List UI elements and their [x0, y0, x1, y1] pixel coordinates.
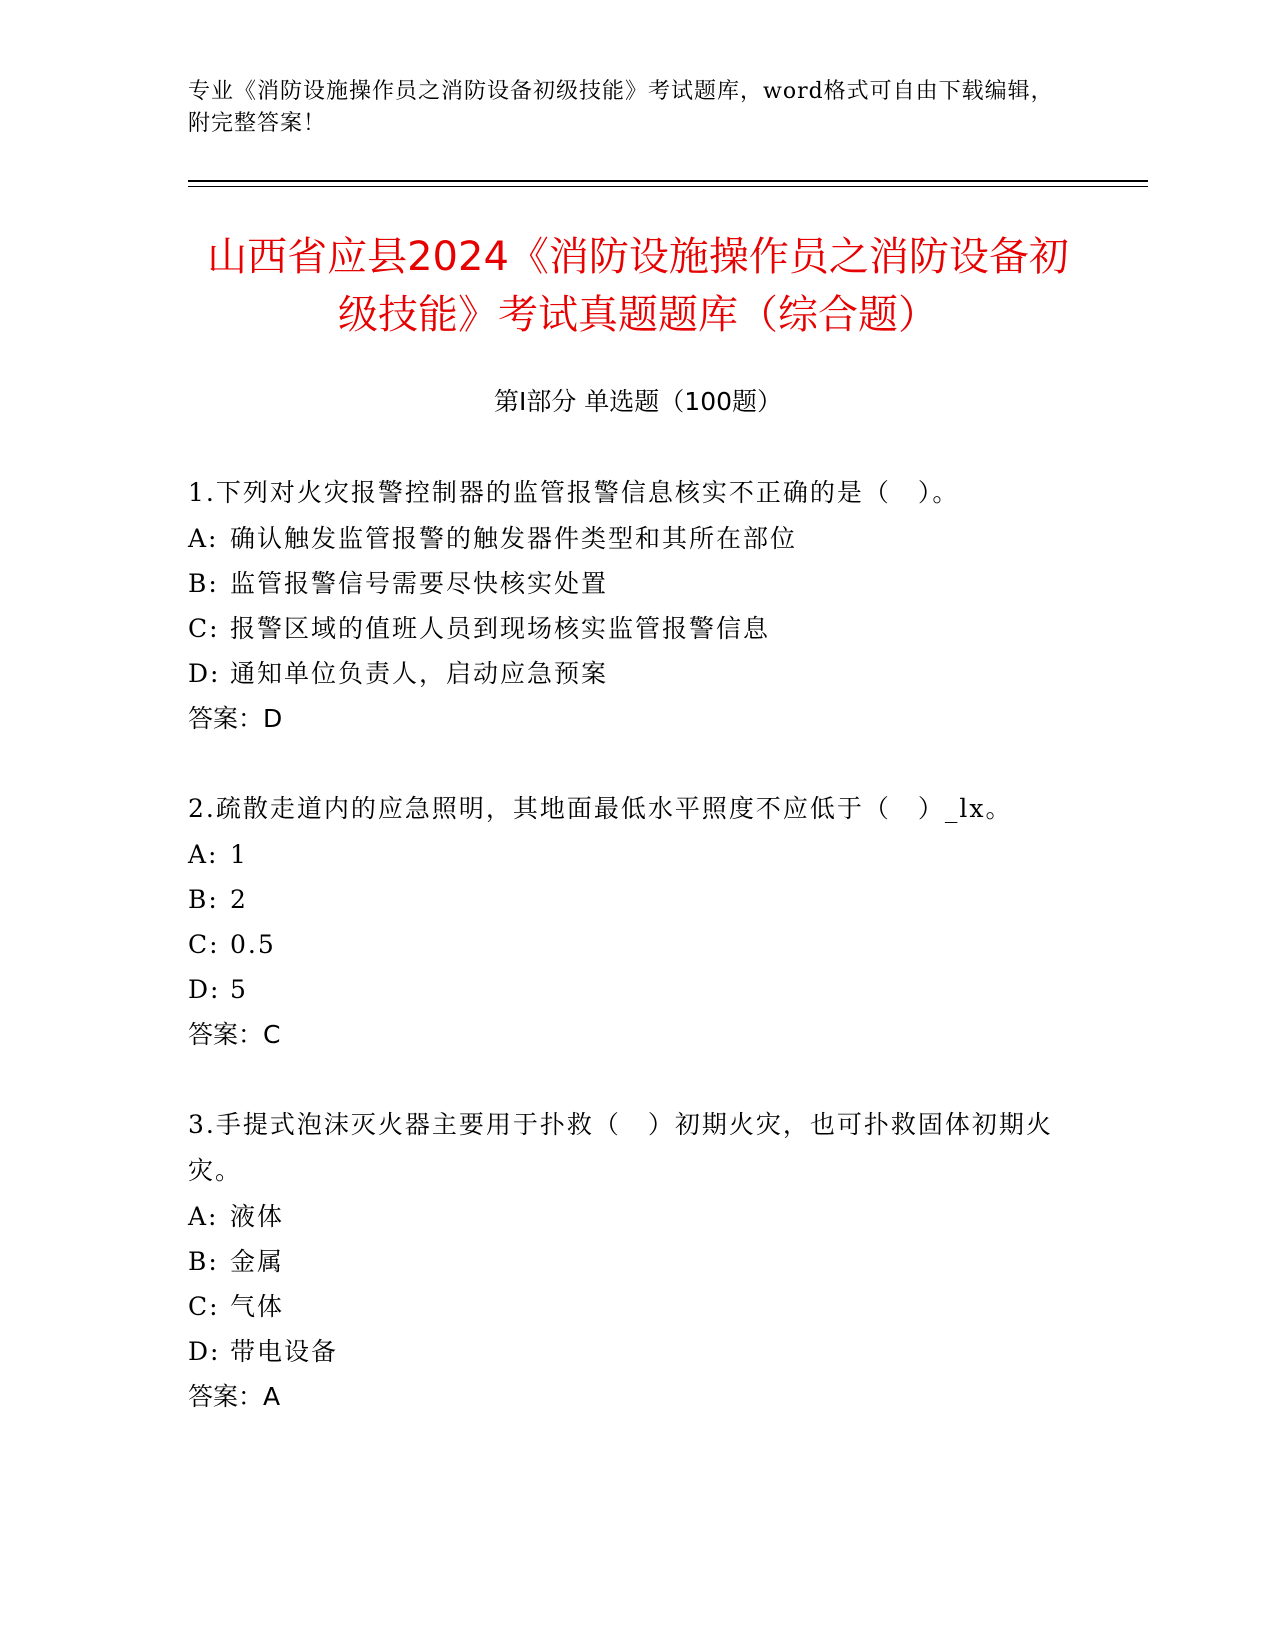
option-text: 1 — [230, 840, 248, 869]
option-key: C: — [188, 930, 220, 959]
option-key: D: — [188, 975, 221, 1004]
option-text: 2 — [230, 885, 248, 914]
option-c — [188, 1284, 1068, 1329]
answer: 答案：D — [188, 704, 283, 733]
option-key: D: — [188, 1337, 221, 1366]
question-stem: 1.下列对火灾报警控制器的监管报警信息核实不正确的是（ ）。 — [188, 478, 960, 507]
option-c — [188, 606, 1068, 651]
question-2 — [188, 786, 1068, 1058]
option-b — [188, 561, 1068, 606]
option-text: 报警区域的值班人员到现场核实监管报警信息 — [230, 614, 771, 643]
option-text: 0.5 — [230, 930, 276, 959]
option-b — [188, 877, 1068, 922]
option-text: 确认触发监管报警的触发器件类型和其所在部位 — [230, 524, 798, 553]
question-1 — [188, 470, 1068, 742]
option-text: 气体 — [230, 1292, 285, 1321]
option-text: 液体 — [230, 1202, 285, 1231]
option-key: A: — [188, 840, 219, 869]
option-d — [188, 967, 1068, 1012]
option-key: B: — [188, 1247, 219, 1276]
option-key: B: — [188, 885, 219, 914]
option-d — [188, 651, 1068, 696]
option-key: A: — [188, 524, 219, 553]
header-rule-thin — [188, 186, 1148, 187]
answer: 答案：C — [188, 1020, 281, 1049]
header-rule-thick — [188, 180, 1148, 182]
option-key: C: — [188, 614, 220, 643]
option-text: 金属 — [230, 1247, 285, 1276]
answer: 答案：A — [188, 1382, 281, 1411]
option-text: 带电设备 — [230, 1337, 339, 1366]
option-key: A: — [188, 1202, 219, 1231]
header-note: 专业《消防设施操作员之消防设备初级技能》考试题库，word格式可自由下载编辑，附完整答案！ — [188, 79, 1054, 136]
option-key: B: — [188, 569, 219, 598]
option-key: C: — [188, 1292, 220, 1321]
question-3 — [188, 1102, 1068, 1420]
document-title: 山西省应县2024《消防设施操作员之消防设备初级技能》考试真题题库（综合题） — [207, 234, 1069, 338]
option-c — [188, 922, 1068, 967]
option-text: 监管报警信号需要尽快核实处置 — [230, 569, 609, 598]
option-d — [188, 1329, 1068, 1374]
option-text: 5 — [230, 975, 248, 1004]
option-b — [188, 1239, 1068, 1284]
question-stem: 2.疏散走道内的应急照明，其地面最低水平照度不应低于（ ）_lx。 — [188, 794, 1013, 823]
option-text: 通知单位负责人，启动应急预案 — [230, 659, 609, 688]
option-key: D: — [188, 659, 221, 688]
option-a — [188, 516, 1068, 561]
section-title: 第Ⅰ部分 单选题（100题） — [493, 387, 783, 416]
question-stem: 3.手提式泡沫灭火器主要用于扑救（ ）初期火灾，也可扑救固体初期火灾。 — [188, 1110, 1053, 1185]
option-a — [188, 832, 1068, 877]
option-a — [188, 1194, 1068, 1239]
